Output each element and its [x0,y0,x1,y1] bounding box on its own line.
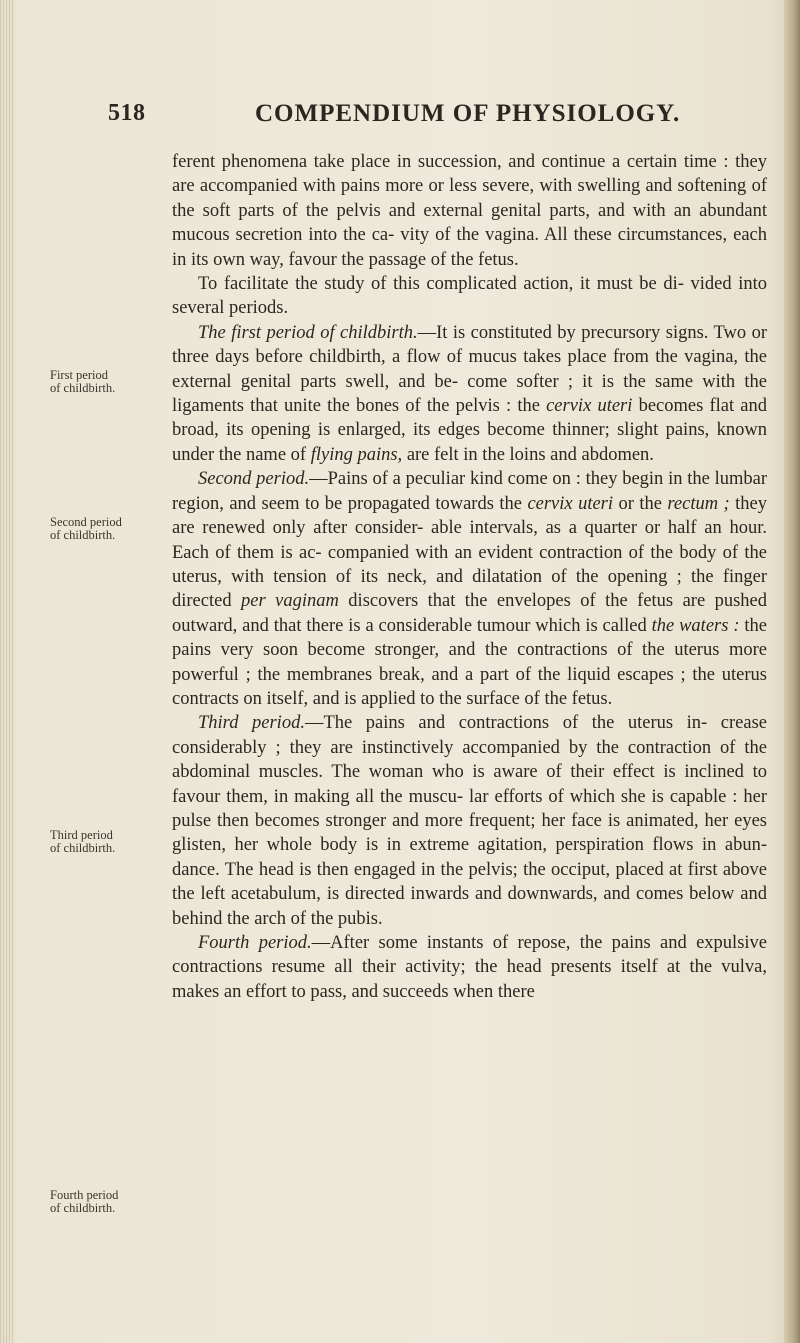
paragraph-first-period: The first period of childbirth.—It is constituted by precursory signs. Two or three days before childbirth, a flow of mucus takes place from the vagina, the external genital parts swell, and be- come softer ; it is the same with the ligaments that unite the bones of the pelvis : the cervix uteri becomes flat and broad, its opening is enlarged, its edges become thinner; slight pains, known under the name of flying pains, are felt in the loins and abdomen. [172,322,767,465]
body-text [172,150,767,1004]
sidenote-fourth-period: Fourth period of childbirth. [50,1188,119,1215]
running-title: COMPENDIUM OF PHYSIOLOGY. [255,100,681,127]
third-period-heading: Third period. [198,713,305,734]
paragraph-periods-intro: To facilitate the study of this complicated action, it must be di- vided into several periods. [172,274,767,319]
page-gutter [0,0,14,1343]
paragraph-continuation: ferent phenomena take place in succession, and continue a certain time : they are accompanied with pains more or less severe, with swelling and softening of the soft parts of the pelvis and external genital parts, and with an abundant mucous secretion into the ca- vity of the vagina. All these circumstances, each in its own way, favour the passage of the fetus. [172,152,767,270]
first-period-heading: The first period of childbirth. [198,322,418,343]
paragraph-second-period: Second period.—Pains of a peculiar kind come on : they begin in the lumbar region, and seem to be propagated towards the cervix uteri or the rectum ; they are renewed only after consider- able intervals, as a quarter or half an hour. Each of them is ac- companied with an evident contraction of the body of the uterus, with tension of its neck, and dilatation of the opening ; the finger directed per vaginam discovers that the envelopes of the fetus are pushed outward, and that there is a considerable tumour which is called the waters : the pains very soon become stronger, and the contractions of the uterus more powerful ; the membranes break, and a part of the liquid escapes ; the uterus contracts on itself, and is applied to the surface of the fetus. [172,469,768,709]
sidenote-second-period: Second period of childbirth. [50,515,122,542]
second-period-heading: Second period. [198,469,310,490]
paragraph-third-period: Third period.—The pains and contractions of the uterus in- crease considerably ; they are instinctively accompanied by the contraction of the abdominal muscles. The woman who is aware of their effect is inclined to favour them, in making all the muscu- lar efforts of which she is capable : her pulse then becomes stronger and more frequent; her face is animated, her eyes glisten, her whole body is in extreme agitation, perspiration flows in abun- dance. The head is then engaged in the pelvis; the occiput, placed at first above the left acetabulum, is directed inwards and downwards, and comes below and behind the arch of the pubis. [172,713,767,929]
page-number: 518 [108,100,146,126]
page-edge [784,0,800,1343]
paragraph-fourth-period: Fourth period.—After some instants of repose, the pains and expulsive contractions resume all their activity; the head presents itself at the vulva, makes an effort to pass, and succeeds when there [172,933,767,1002]
sidenote-first-period: First period of childbirth. [50,368,116,395]
fourth-period-heading: Fourth period. [198,933,312,953]
sidenote-third-period: Third period of childbirth. [50,828,116,855]
running-head [0,100,800,140]
